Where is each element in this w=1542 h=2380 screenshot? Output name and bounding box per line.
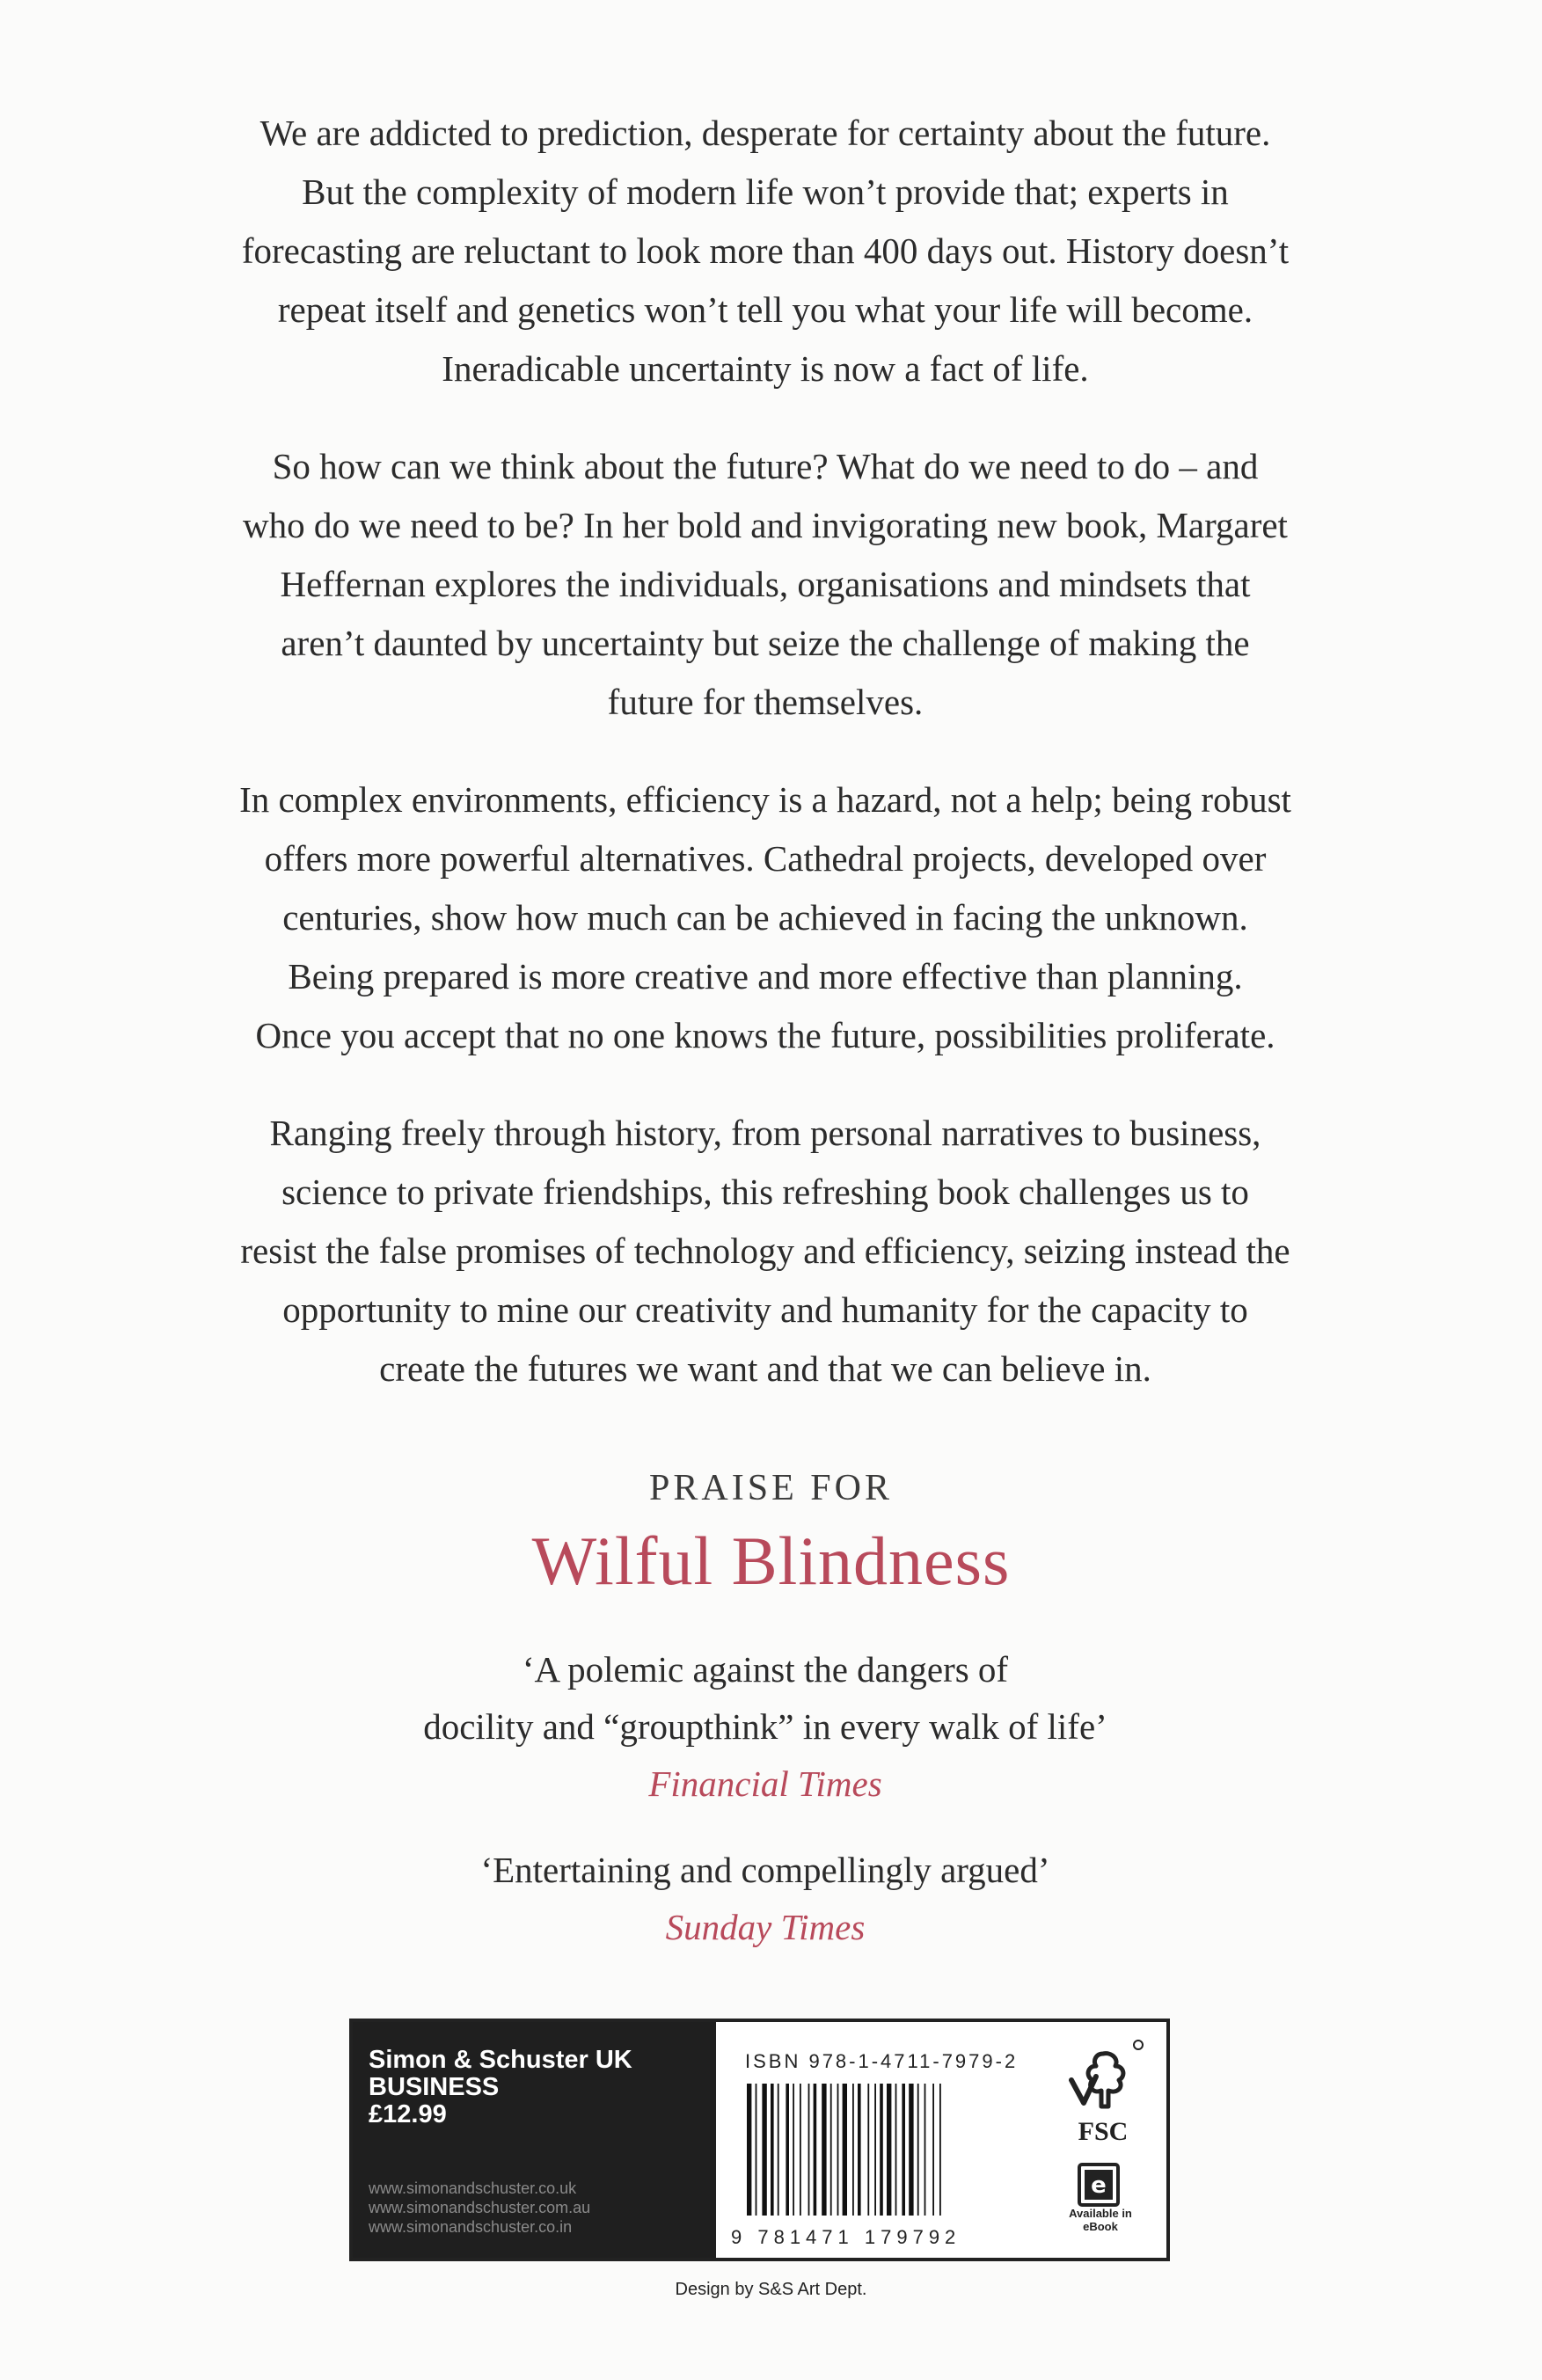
blurb-line: We are addicted to prediction, desperate for certainty about the future. (259, 113, 1271, 153)
blurb-line: create the futures we want and that we can believe in. (379, 1348, 1151, 1389)
blurb-paragraph-2 (132, 437, 1399, 732)
barcode-icon (745, 2084, 970, 2231)
quote-source: Financial Times (648, 1763, 882, 1804)
blurb-line: Heffernan explores the individuals, organisations and mindsets that (280, 564, 1251, 604)
barcode-bar (939, 2084, 941, 2216)
imprint-panel (353, 2022, 716, 2258)
barcode-bar (747, 2084, 751, 2216)
praised-book-title: Wilful Blindness (531, 1522, 1011, 1599)
barcode-bar (830, 2084, 832, 2216)
blurb-line: resist the false promises of technology and efficiency, seizing instead the (240, 1230, 1290, 1271)
publisher-name: Simon & Schuster UK (369, 2046, 632, 2074)
blurb-line: Ineradicable uncertainty is now a fact of life. (442, 348, 1089, 389)
praise-heading: PRAISE FOR (649, 1468, 893, 1508)
barcode-bar (822, 2084, 826, 2216)
url-au: www.simonandschuster.com.au (369, 2199, 591, 2216)
svg-text:e: e (1091, 2172, 1107, 2199)
url-uk: www.simonandschuster.co.uk (369, 2179, 577, 2197)
blurb-paragraph-3 (132, 770, 1399, 1065)
barcode-bar (924, 2084, 926, 2216)
blurb-line: So how can we think about the future? What do we need to do – and (272, 446, 1259, 486)
barcode-bar (880, 2084, 883, 2216)
barcode-digits: 9 781471 179792 (731, 2226, 961, 2248)
blurb-line: aren’t daunted by uncertainty but seize the challenge of making the (281, 623, 1250, 663)
barcode-bar (858, 2084, 861, 2216)
barcode-bar (762, 2084, 766, 2216)
barcode-bar (778, 2084, 779, 2216)
category-label: BUSINESS (369, 2073, 500, 2101)
barcode-bar (793, 2084, 794, 2216)
review-quote-2 (132, 1842, 1399, 1956)
ebook-label-line: eBook (1083, 2220, 1118, 2233)
price-label: £12.99 (369, 2100, 447, 2128)
review-quote-1 (132, 1641, 1399, 1813)
ebook-availability (1052, 2207, 1149, 2233)
blurb-line: future for themselves. (607, 682, 924, 722)
blurb-paragraph-4 (132, 1104, 1399, 1398)
barcode-bar (771, 2084, 774, 2216)
url-in: www.simonandschuster.co.in (369, 2218, 573, 2236)
barcode-bar (837, 2084, 839, 2216)
quote-line: docility and “groupthink” in every walk of life’ (423, 1706, 1107, 1747)
blurb-line: But the complexity of modern life won’t provide that; experts in (302, 172, 1229, 212)
barcode-box (349, 2019, 1170, 2261)
blurb-paragraph-1 (132, 104, 1399, 398)
barcode-bar (814, 2084, 817, 2216)
barcode-bar (874, 2084, 876, 2216)
barcode-bar (786, 2084, 789, 2216)
blurb-line: In complex environments, efficiency is a hazard, not a help; being robust (239, 779, 1291, 820)
ebook-label-line: Available in (1069, 2207, 1132, 2220)
blurb-line: opportunity to mine our creativity and humanity for the capacity to (282, 1289, 1248, 1330)
blurb-line: science to private friendships, this refreshing book challenges us to (281, 1172, 1249, 1212)
ebook-icon (1076, 2163, 1122, 2207)
quote-line: ‘Entertaining and compellingly argued’ (480, 1850, 1050, 1890)
blurb-line: Being prepared is more creative and more effective than planning. (288, 956, 1243, 997)
barcode-bar (867, 2084, 869, 2216)
blurb-line: Once you accept that no one knows the future, possibilities proliferate. (255, 1015, 1275, 1055)
fsc-label: FSC (1078, 2117, 1129, 2146)
barcode-bar (932, 2084, 934, 2216)
quote-line: ‘A polemic against the dangers of (522, 1649, 1009, 1690)
blurb-line: offers more powerful alternatives. Cathedral projects, developed over (264, 838, 1267, 879)
blurb-line: repeat itself and genetics won’t tell you what your life will become. (277, 289, 1253, 330)
barcode-bar (756, 2084, 757, 2216)
publisher-urls (369, 2179, 590, 2237)
publisher-info (369, 2047, 632, 2128)
barcode-bar (843, 2084, 847, 2216)
design-credit: Design by S&S Art Dept. (675, 2280, 867, 2299)
quote-source: Sunday Times (665, 1907, 866, 1947)
isbn-number: ISBN 978-1-4711-7979-2 (745, 2050, 1019, 2072)
blurb-line: who do we need to be? In her bold and invigorating new book, Margaret (243, 505, 1288, 545)
barcode-bar (895, 2084, 897, 2216)
fsc-tree-icon (1061, 2038, 1145, 2119)
barcode-bar (852, 2084, 854, 2216)
barcode-bar (902, 2084, 905, 2216)
blurb-line: Ranging freely through history, from personal narratives to business, (269, 1113, 1261, 1153)
barcode-bar (917, 2084, 919, 2216)
barcode-bar (800, 2084, 801, 2216)
barcode-bar (808, 2084, 810, 2216)
blurb-line: forecasting are reluctant to look more than 400 days out. History doesn’t (241, 230, 1290, 271)
barcode-bar (909, 2084, 913, 2216)
blurb-line: centuries, show how much can be achieved in facing the unknown. (282, 897, 1248, 938)
barcode-bar (887, 2084, 891, 2216)
